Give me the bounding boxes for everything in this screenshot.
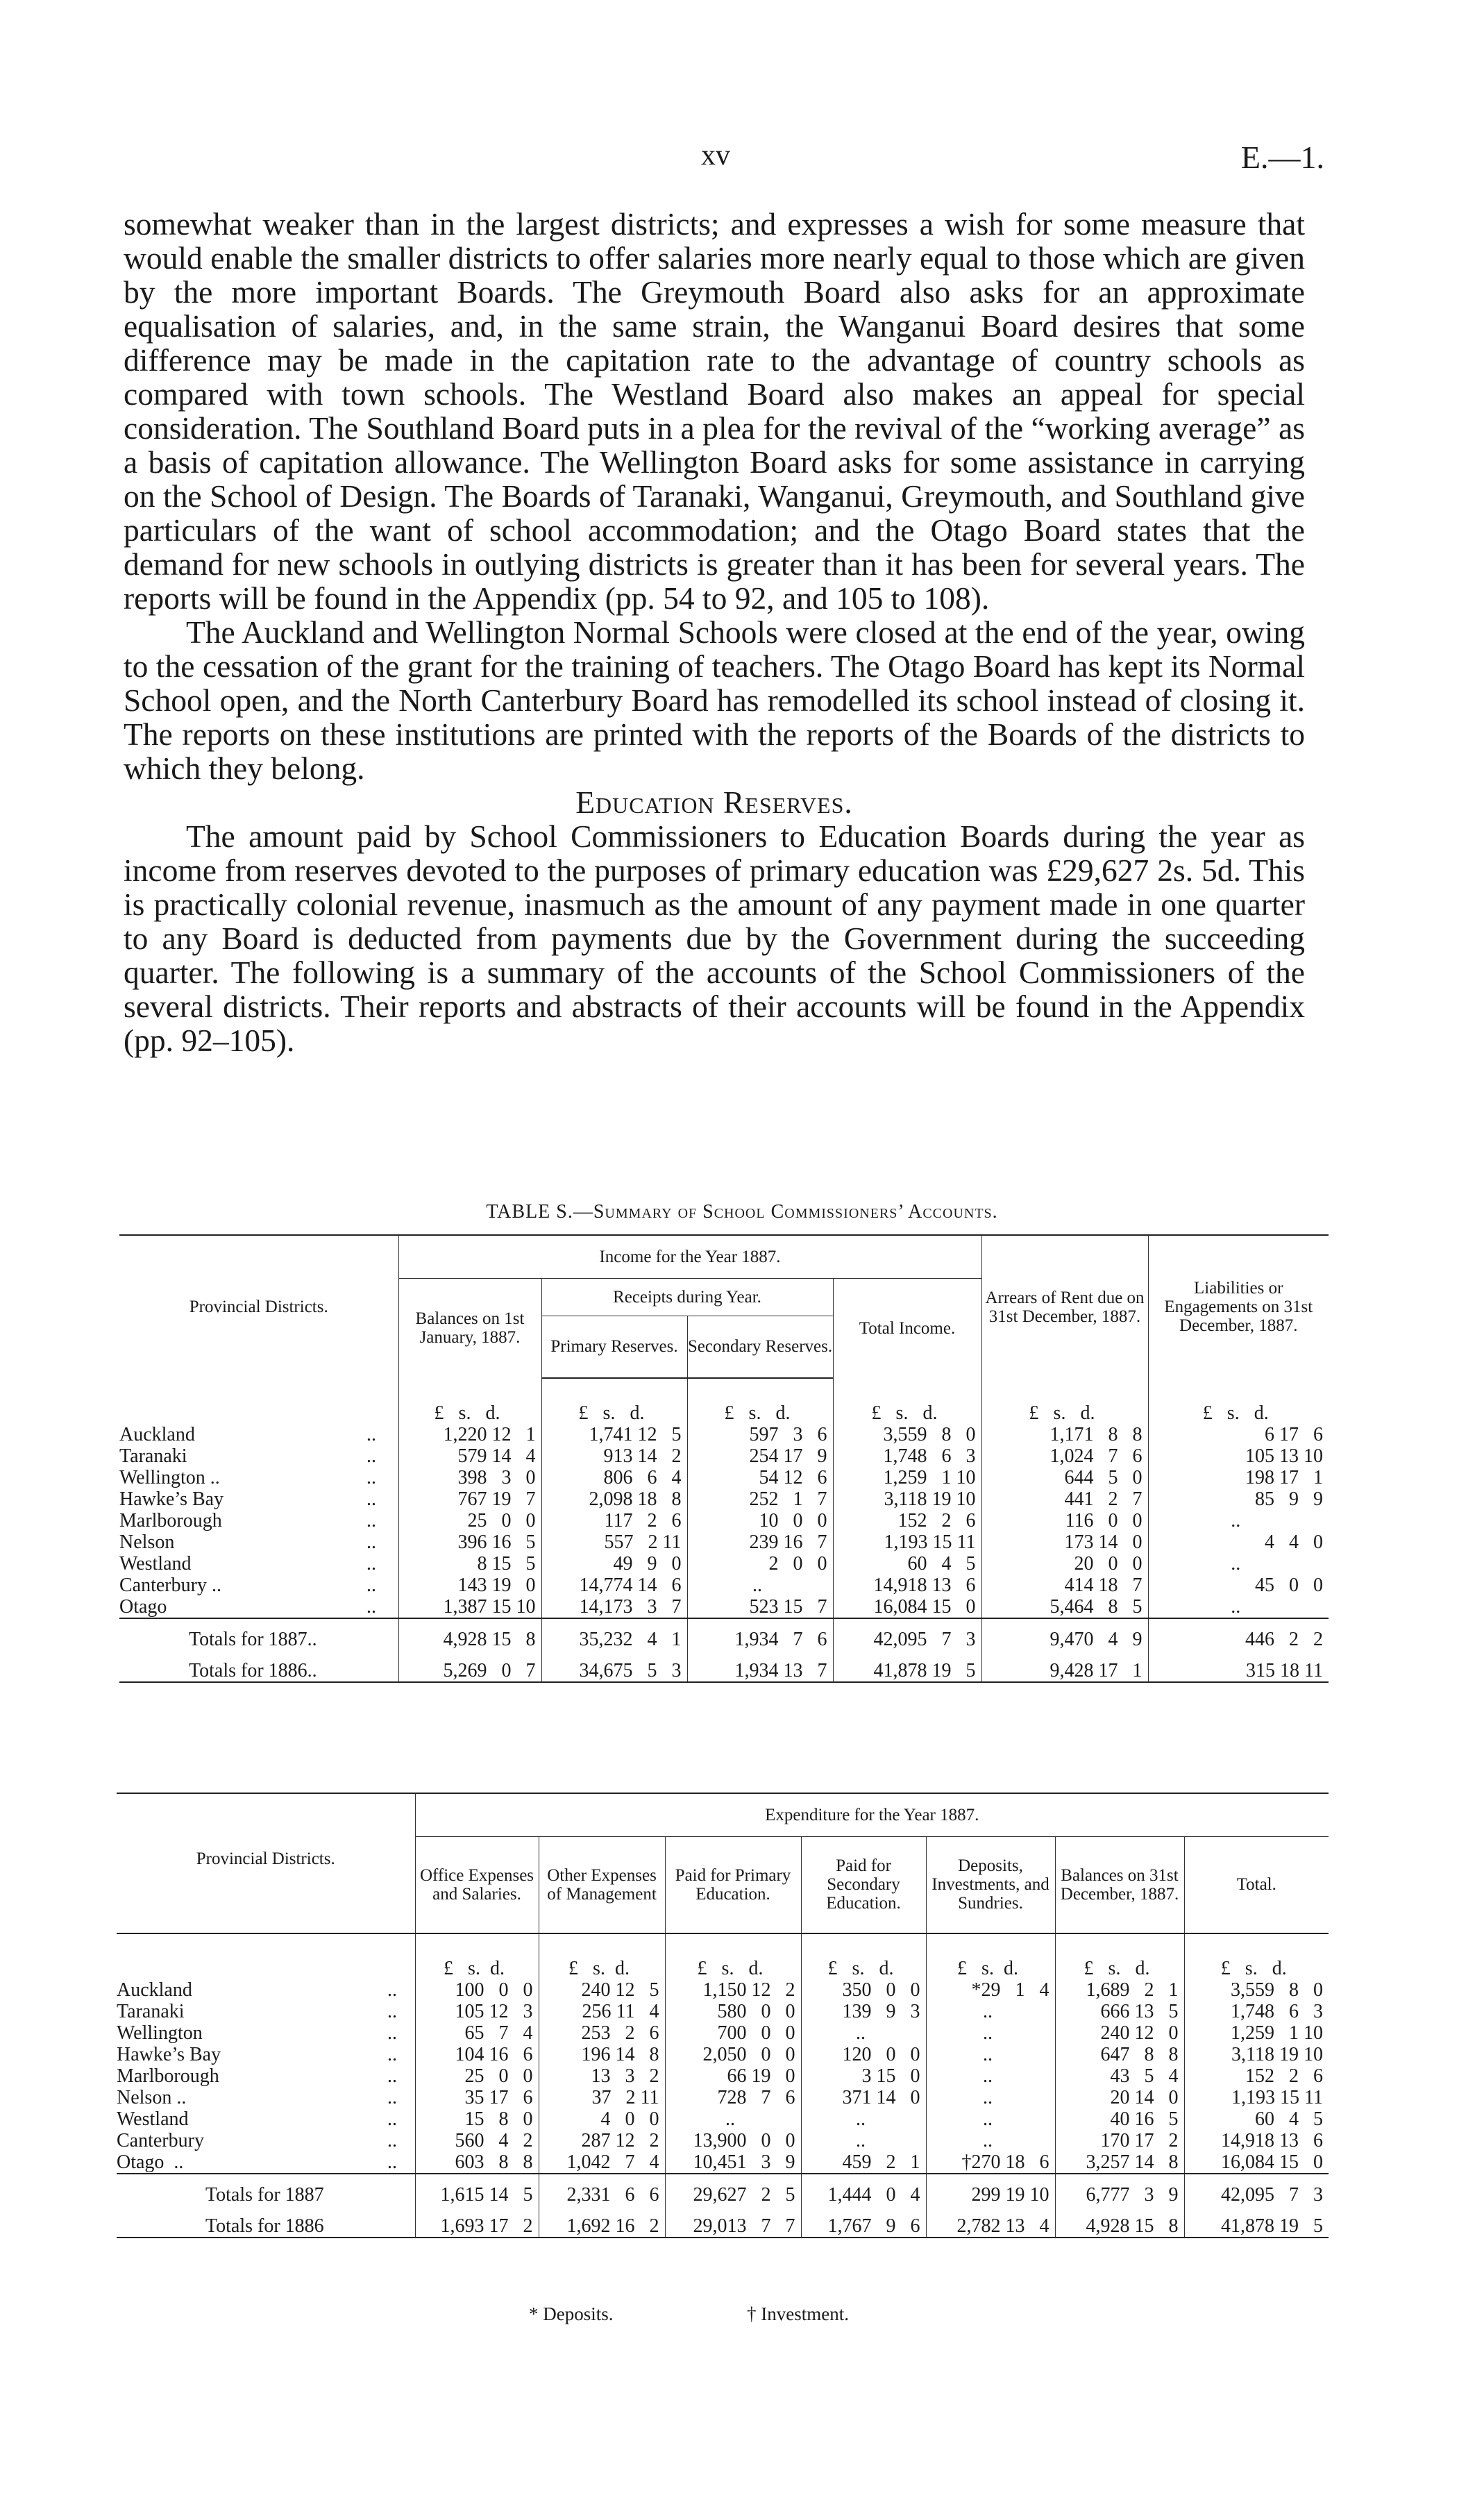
amount-cell: 441 2 7 — [981, 1488, 1148, 1510]
amount-cell: 1,387 15 10 — [398, 1596, 541, 1618]
amount-cell: 8 15 5 — [398, 1553, 541, 1575]
amount-cell: 42,095 7 3 — [1221, 2184, 1323, 2206]
amount-cell: 700 0 0 — [665, 2022, 801, 2044]
amount-cell: 10,451 3 9 — [665, 2151, 801, 2174]
amount-cell: 4 0 0 — [539, 2108, 665, 2130]
table-row: Wellington .. 65 7 4 253 2 6 700 0 0 .. .. 240 12 0 1,259 1 10 — [117, 2022, 1329, 2044]
amount-cell: 523 15 7 — [687, 1596, 833, 1618]
amount-cell: 42,095 7 3 — [833, 1618, 981, 1650]
district-name: Marlborough — [117, 2065, 219, 2087]
table-row: Hawke’s Bay .. 104 16 6 196 14 8 2,050 0 0 120 0 0 .. 647 8 8 3,118 19 10 — [117, 2044, 1329, 2065]
amount-cell: 557 2 11 — [541, 1531, 687, 1553]
income-table — [119, 1234, 1329, 1683]
unit-cell: £ s. d. — [1055, 1933, 1184, 1979]
table-row: Canterbury .. .. 143 19 0 14,774 14 6 .. 14,918 13 6 414 18 7 45 0 0 — [119, 1575, 1329, 1596]
amount-cell: 4 4 0 — [1265, 1531, 1323, 1553]
amount-cell: 14,173 3 7 — [541, 1596, 687, 1618]
amount-cell: 560 4 2 — [415, 2130, 539, 2151]
amount-cell: 4,928 15 8 — [1055, 2206, 1184, 2238]
amount-cell: 252 1 7 — [687, 1488, 833, 1510]
amount-cell: .. — [665, 2108, 801, 2130]
amount-cell: 1,220 12 1 — [398, 1424, 541, 1445]
amount-cell: .. — [926, 2130, 1055, 2151]
page-header — [0, 139, 1484, 181]
amount-cell: .. — [926, 2001, 1055, 2022]
amount-cell: 1,741 12 5 — [541, 1424, 687, 1445]
amount-cell: 40 16 5 — [1055, 2108, 1184, 2130]
district-name: Nelson — [119, 1531, 175, 1553]
header-office-expenses: Office Expenses and Salaries. — [415, 1836, 539, 1933]
amount-cell: 60 4 5 — [1255, 2108, 1323, 2130]
amount-cell: 16,084 15 0 — [833, 1596, 981, 1618]
header-provincial-districts: Provincial Districts. — [119, 1235, 398, 1378]
amount-cell: 2,331 6 6 — [539, 2174, 665, 2206]
amount-cell: 299 19 10 — [926, 2174, 1055, 2206]
amount-cell: 20 14 0 — [1055, 2087, 1184, 2108]
totals-row — [119, 1618, 1329, 1650]
amount-cell: .. — [801, 2022, 926, 2044]
amount-cell: 666 13 5 — [1055, 2001, 1184, 2022]
header-balances-dec: Balances on 31st December, 1887. — [1055, 1836, 1184, 1933]
amount-cell: 60 4 5 — [833, 1553, 981, 1575]
expenditure-table — [117, 1793, 1329, 2238]
table-row: Hawke’s Bay .. 767 19 7 2,098 18 8 252 1 7 3,118 19 10 441 2 7 85 9 9 — [119, 1488, 1329, 1510]
amount-cell: 34,675 5 3 — [541, 1650, 687, 1682]
amount-cell: 45 0 0 — [1255, 1575, 1323, 1596]
table-row: Auckland .. 1,220 12 1 1,741 12 5 597 3 6 3,559 8 0 1,171 8 8 6 17 6 — [119, 1424, 1329, 1445]
amount-cell: 105 12 3 — [415, 2001, 539, 2022]
amount-cell: 459 2 1 — [801, 2151, 926, 2174]
amount-cell: 170 17 2 — [1055, 2130, 1184, 2151]
amount-cell: 603 8 8 — [415, 2151, 539, 2174]
amount-cell: 398 3 0 — [398, 1467, 541, 1488]
district-name: Canterbury .. — [119, 1575, 221, 1596]
totals-label: Totals for 1887 — [205, 2184, 324, 2206]
header-total: Total. — [1184, 1836, 1329, 1933]
footnote-deposits: * Deposits. — [529, 2303, 614, 2324]
amount-cell: 13 3 2 — [539, 2065, 665, 2087]
table-row: Canterbury .. 560 4 2 287 12 2 13,900 0 0 .. .. 170 17 2 14,918 13 6 — [117, 2130, 1329, 2151]
amount-cell: 1,193 15 11 — [833, 1531, 981, 1553]
amount-cell: 446 2 2 — [1245, 1629, 1323, 1650]
amount-cell: 1,024 7 6 — [981, 1445, 1148, 1467]
unit-cell: £ s. d. — [801, 1933, 926, 1979]
amount-cell: 767 19 7 — [398, 1488, 541, 1510]
amount-cell: .. — [926, 2044, 1055, 2065]
district-name: Wellington .. — [119, 1467, 220, 1488]
header-balances: Balances on 1st January, 1887. — [398, 1278, 541, 1378]
amount-cell: 254 17 9 — [687, 1445, 833, 1467]
unit-cell: £ s. d. — [539, 1933, 665, 1979]
unit-cell: £ s. d. — [1202, 1402, 1269, 1424]
amount-cell: 5,464 8 5 — [981, 1596, 1148, 1618]
table-row: Westland .. 15 8 0 4 0 0 .. .. .. 40 16 5 60 4 5 — [117, 2108, 1329, 2130]
amount-cell: 14,774 14 6 — [541, 1575, 687, 1596]
amount-cell: 49 9 0 — [541, 1553, 687, 1575]
amount-cell: 29,013 7 7 — [665, 2206, 801, 2238]
amount-cell: .. — [926, 2108, 1055, 2130]
amount-cell: 3,559 8 0 — [1231, 1979, 1323, 2001]
header-liabilities: Liabilities or Engagements on 31st December, 1887. — [1148, 1235, 1329, 1378]
table-row: Wellington .. .. 398 3 0 806 6 4 54 12 6 1,259 1 10 644 5 0 198 17 1 — [119, 1467, 1329, 1488]
footnote-investment: † Investment. — [747, 2303, 849, 2324]
amount-cell: 728 7 6 — [665, 2087, 801, 2108]
amount-cell: .. — [926, 2022, 1055, 2044]
amount-cell: 2,098 18 8 — [541, 1488, 687, 1510]
totals-row — [119, 1650, 1329, 1682]
amount-cell: 2 0 0 — [687, 1553, 833, 1575]
amount-cell: 10 0 0 — [687, 1510, 833, 1531]
amount-cell: 1,042 7 4 — [539, 2151, 665, 2174]
header-secondary-reserves: Secondary Reserves. — [687, 1316, 833, 1378]
amount-cell: 240 12 5 — [539, 1979, 665, 2001]
district-name: Taranaki — [119, 1445, 187, 1467]
table-row: Nelson .. 396 16 5 557 2 11 239 16 7 1,193 15 11 173 14 0 4 4 0 — [119, 1531, 1329, 1553]
unit-cell: £ s. d. — [541, 1378, 687, 1424]
amount-cell: 1,259 1 10 — [833, 1467, 981, 1488]
amount-cell: 1,689 2 1 — [1055, 1979, 1184, 2001]
amount-cell: 198 17 1 — [1245, 1467, 1323, 1488]
table-row: Marlborough .. 25 0 0 13 3 2 66 19 0 3 15 0 .. 43 5 4 152 2 6 — [117, 2065, 1329, 2087]
header-expenditure-year: Expenditure for the Year 1887. — [415, 1793, 1329, 1836]
amount-cell: 6,777 3 9 — [1055, 2174, 1184, 2206]
table-title: Summary of School Commissioners’ Accounts. — [593, 1201, 998, 1223]
amount-cell: 3,257 14 8 — [1055, 2151, 1184, 2174]
table-row: Otago .. .. 603 8 8 1,042 7 4 10,451 3 9 459 2 1 †270 18 6 3,257 14 8 16,084 15 0 — [117, 2151, 1329, 2174]
amount-cell: 37 2 11 — [539, 2087, 665, 2108]
section-heading: Education Reserves. — [575, 784, 853, 820]
totals-label: Totals for 1887.. — [189, 1629, 317, 1650]
unit-cell: £ s. d. — [687, 1378, 833, 1424]
amount-cell: 371 14 0 — [801, 2087, 926, 2108]
amount-cell: 152 2 6 — [1245, 2065, 1323, 2087]
amount-cell: 41,878 19 5 — [1184, 2206, 1329, 2238]
amount-cell: 2,050 0 0 — [665, 2044, 801, 2065]
amount-cell: 6 17 6 — [1265, 1424, 1323, 1445]
amount-cell: 1,934 7 6 — [687, 1618, 833, 1650]
unit-cell: £ s. d. — [833, 1378, 981, 1424]
amount-cell: 315 18 11 — [1148, 1650, 1329, 1682]
amount-cell: 396 16 5 — [398, 1531, 541, 1553]
district-name: Taranaki — [117, 2001, 185, 2022]
table-row: Westland .. 8 15 5 49 9 0 2 0 0 60 4 5 20 0 0 .. — [119, 1553, 1329, 1575]
paragraph-normal-schools: The Auckland and Wellington Normal Schools were closed at the end of the year, owing to the cessation of the grant for the training of teachers. The Otago Board has kept its Normal School open, and the North Canterbury Board has remodelled its school instead of closing it. The reports on these institutions are printed with the reports of the Boards of the districts to which they belong. — [124, 614, 1305, 786]
amount-cell: 143 19 0 — [398, 1575, 541, 1596]
district-name: Marlborough — [119, 1510, 222, 1531]
amount-cell: 644 5 0 — [981, 1467, 1148, 1488]
header-receipts: Receipts during Year. — [541, 1278, 833, 1316]
amount-cell: 152 2 6 — [833, 1510, 981, 1531]
paragraph-reserves: The amount paid by School Commissioners to Education Boards during the year as income from reserves devoted to the purposes of primary education was £29,627 2s. 5d. This is practically colonial revenue, inasmuch as the amount of any payment made in one quarter to any Board is deducted from payments due by the Government during the succeeding quarter. The following is a summary of the accounts of the School Commissioners of the several districts. Their reports and abstracts of their accounts will be found in the Appendix (pp. 92–105). — [124, 819, 1305, 1058]
amount-cell: 647 8 8 — [1055, 2044, 1184, 2065]
amount-cell: 1,444 0 4 — [801, 2174, 926, 2206]
table-label: TABLE S.— — [486, 1201, 593, 1223]
amount-cell: 287 12 2 — [539, 2130, 665, 2151]
amount-cell: 240 12 0 — [1055, 2022, 1184, 2044]
amount-cell: 3,118 19 10 — [833, 1488, 981, 1510]
amount-cell: 1,692 16 2 — [539, 2206, 665, 2238]
amount-cell: 239 16 7 — [687, 1531, 833, 1553]
header-paid-primary: Paid for Primary Education. — [665, 1836, 801, 1933]
table-row: Nelson .. .. 35 17 6 37 2 11 728 7 6 371 14 0 .. 20 14 0 1,193 15 11 — [117, 2087, 1329, 2108]
amount-cell: 253 2 6 — [539, 2022, 665, 2044]
amount-cell: 29,627 2 5 — [665, 2174, 801, 2206]
district-name: Otago .. — [117, 2151, 184, 2173]
amount-cell: 3,118 19 10 — [1231, 2044, 1323, 2065]
district-name: Westland — [119, 1553, 192, 1575]
amount-cell: 20 0 0 — [981, 1553, 1148, 1575]
table-row: Marlborough .. 25 0 0 117 2 6 10 0 0 152 2 6 116 0 0 .. — [119, 1510, 1329, 1531]
body-text — [124, 207, 1305, 1057]
amount-cell: 54 12 6 — [687, 1467, 833, 1488]
amount-cell: 580 0 0 — [665, 2001, 801, 2022]
unit-cell: £ s. d. — [926, 1933, 1055, 1979]
amount-cell: .. — [1231, 1596, 1241, 1618]
amount-cell: 1,748 6 3 — [833, 1445, 981, 1467]
amount-cell: 15 8 0 — [415, 2108, 539, 2130]
amount-cell: 9,470 4 9 — [981, 1618, 1148, 1650]
header-primary-reserves: Primary Reserves. — [541, 1316, 687, 1378]
amount-cell: 35 17 6 — [415, 2087, 539, 2108]
amount-cell: 35,232 4 1 — [541, 1618, 687, 1650]
amount-cell: 14,918 13 6 — [833, 1575, 981, 1596]
amount-cell: 1,767 9 6 — [801, 2206, 926, 2238]
amount-cell: 117 2 6 — [541, 1510, 687, 1531]
header-provincial-districts-2: Provincial Districts. — [117, 1793, 415, 1933]
amount-cell: 579 14 4 — [398, 1445, 541, 1467]
table-row: Taranaki .. 105 12 3 256 11 4 580 0 0 139 9 3 .. 666 13 5 1,748 6 3 — [117, 2001, 1329, 2022]
amount-cell: 66 19 0 — [665, 2065, 801, 2087]
district-name: Hawke’s Bay — [117, 2044, 221, 2065]
amount-cell: 2,782 13 4 — [926, 2206, 1055, 2238]
amount-cell: 14,918 13 6 — [1221, 2130, 1323, 2151]
header-arrears: Arrears of Rent due on 31st December, 1887. — [981, 1235, 1148, 1378]
amount-cell: 196 14 8 — [539, 2044, 665, 2065]
amount-cell: 25 0 0 — [398, 1510, 541, 1531]
amount-cell: 16,084 15 0 — [1221, 2151, 1323, 2173]
amount-cell: 9,428 17 1 — [981, 1650, 1148, 1682]
amount-cell: 414 18 7 — [981, 1575, 1148, 1596]
amount-cell: .. — [801, 2108, 926, 2130]
totals-row — [117, 2206, 1329, 2238]
amount-cell: 806 6 4 — [541, 1467, 687, 1488]
amount-cell: 1,150 12 2 — [665, 1979, 801, 2001]
amount-cell: 5,269 0 7 — [398, 1650, 541, 1682]
amount-cell: 1,259 1 10 — [1231, 2022, 1323, 2044]
amount-cell: 100 0 0 — [415, 1979, 539, 2001]
unit-cell: £ s. d. — [1220, 1958, 1287, 1979]
header-total-income: Total Income. — [833, 1278, 981, 1378]
header-other-expenses: Other Expenses of Management — [539, 1836, 665, 1933]
amount-cell: 105 13 10 — [1245, 1445, 1323, 1467]
amount-cell: 1,748 6 3 — [1231, 2001, 1323, 2022]
amount-cell: 1,193 15 11 — [1231, 2087, 1323, 2108]
district-name: Canterbury — [117, 2130, 204, 2151]
amount-cell: 350 0 0 — [801, 1979, 926, 2001]
amount-cell: 116 0 0 — [981, 1510, 1148, 1531]
amount-cell: 25 0 0 — [415, 2065, 539, 2087]
amount-cell: 4,928 15 8 — [398, 1618, 541, 1650]
header-income-year: Income for the Year 1887. — [398, 1235, 981, 1278]
district-name: Auckland — [117, 1979, 192, 2001]
amount-cell: 13,900 0 0 — [665, 2130, 801, 2151]
amount-cell: 1,615 14 5 — [415, 2174, 539, 2206]
amount-cell: 3,559 8 0 — [833, 1424, 981, 1445]
table-caption — [0, 1201, 1484, 1223]
amount-cell: 3 15 0 — [801, 2065, 926, 2087]
table-row: Otago .. 1,387 15 10 14,173 3 7 523 15 7 16,084 15 0 5,464 8 5 .. — [119, 1596, 1329, 1618]
unit-cell: £ s. d. — [665, 1933, 801, 1979]
header-paid-secondary: Paid for Secondary Education. — [801, 1836, 926, 1933]
district-name: Westland — [117, 2108, 189, 2130]
district-name: Otago — [119, 1596, 167, 1618]
totals-label: Totals for 1886.. — [119, 1650, 360, 1682]
amount-cell: .. — [1231, 1510, 1241, 1531]
amount-cell: 43 5 4 — [1055, 2065, 1184, 2087]
amount-cell: *29 1 4 — [926, 1979, 1055, 2001]
amount-cell: .. — [926, 2065, 1055, 2087]
district-name: Wellington — [117, 2022, 203, 2044]
amount-cell: .. — [926, 2087, 1055, 2108]
amount-cell: 913 14 2 — [541, 1445, 687, 1467]
amount-cell: 41,878 19 5 — [833, 1650, 981, 1682]
amount-cell: 1,693 17 2 — [415, 2206, 539, 2238]
district-name: Hawke’s Bay — [119, 1488, 224, 1510]
header-deposits: Deposits, Investments, and Sundries. — [926, 1836, 1055, 1933]
amount-cell: .. — [801, 2130, 926, 2151]
amount-cell: 104 16 6 — [415, 2044, 539, 2065]
paragraph-boards: somewhat weaker than in the largest districts; and expresses a wish for some measure that would enable the smaller districts to offer salaries more nearly equal to those which are given by the more important Boards. The Greymouth Board also asks for an approximate equalisation of salaries, and, in the same strain, the Wanganui Board desires that some difference may be made in the capitation rate to the advantage of country schools as compared with town schools. The Westland Board also makes an appeal for special consideration. The Southland Board puts in a plea for the revival of the “working average” as a basis of capitation allowance. The Wellington Board asks for some assistance in carrying on the School of Design. The Boards of Taranaki, Wanganui, Greymouth, and Southland give particulars of the want of school accommodation; and the Otago Board states that the demand for new schools in outlying districts is greater than it has been for several years. The reports will be found in the Appendix (pp. 54 to 92, and 105 to 108). — [124, 206, 1305, 616]
amount-cell: 85 9 9 — [1255, 1488, 1323, 1510]
amount-cell: 1,934 13 7 — [687, 1650, 833, 1682]
district-name: Nelson .. — [117, 2087, 187, 2108]
amount-cell: 173 14 0 — [981, 1531, 1148, 1553]
table-row: Taranaki .. 579 14 4 913 14 2 254 17 9 1,748 6 3 1,024 7 6 105 13 10 — [119, 1445, 1329, 1467]
unit-cell: £ s. d. — [415, 1933, 539, 1979]
document-reference: E.—1. — [1240, 140, 1324, 175]
amount-cell: 139 9 3 — [801, 2001, 926, 2022]
amount-cell: 65 7 4 — [415, 2022, 539, 2044]
amount-cell: 120 0 0 — [801, 2044, 926, 2065]
amount-cell: †270 18 6 — [926, 2151, 1055, 2174]
totals-label: Totals for 1886 — [117, 2206, 380, 2238]
amount-cell: 597 3 6 — [687, 1424, 833, 1445]
table-row: Auckland .. 100 0 0 240 12 5 1,150 12 2 350 0 0 *29 1 4 1,689 2 1 3,559 8 0 — [117, 1979, 1329, 2001]
amount-cell: .. — [1231, 1553, 1241, 1575]
unit-cell: £ s. d. — [398, 1378, 541, 1424]
amount-cell: 1,171 8 8 — [981, 1424, 1148, 1445]
page-number: xv — [701, 140, 730, 171]
amount-cell: 256 11 4 — [539, 2001, 665, 2022]
totals-row — [117, 2174, 1329, 2206]
district-name: Auckland — [119, 1424, 195, 1445]
amount-cell: .. — [687, 1575, 833, 1596]
unit-cell: £ s. d. — [981, 1378, 1148, 1424]
